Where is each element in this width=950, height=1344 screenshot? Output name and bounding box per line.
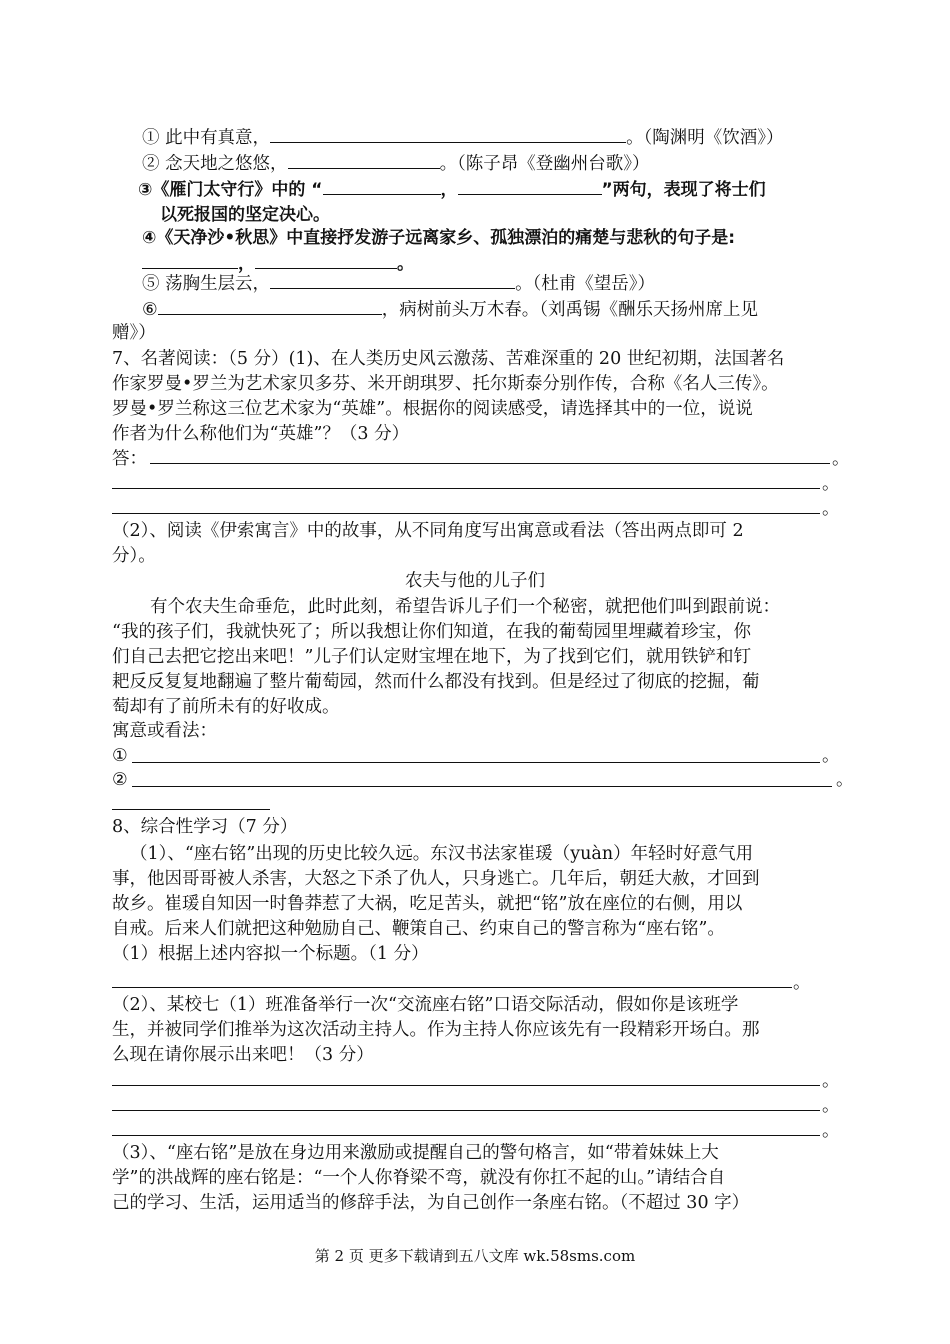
q6-line-2-source: 。（陈子昂《登幽州台歌》）: [439, 154, 650, 174]
answer-line[interactable]: [150, 463, 830, 464]
moral-2-num: ②: [112, 770, 128, 790]
q7-part2-line-1: （2）、阅读《伊索寓言》中的故事，从不同角度写出寓意或看法（答出两点即可 2: [112, 521, 744, 541]
answer-line[interactable]: [112, 1110, 820, 1111]
q8-part2-line-3: 么现在请你展示出来吧！（3 分）: [112, 1045, 374, 1065]
q6-line-4: ④《天净沙•秋思》中直接抒发游子远离家乡、孤独漂泊的痛楚与悲秋的句子是:: [142, 228, 736, 248]
answer-blank[interactable]: [270, 124, 626, 143]
answer-line[interactable]: [132, 762, 820, 763]
q8-part1-line-1: （1）、“座右铭”出现的历史比较久远。东汉书法家崔瑗（yuàn）年轻时好意气用: [130, 844, 754, 864]
q8-part1-line-2: 事，他因哥哥被人杀害，大怒之下杀了仇人，只身逃亡。几年后，朝廷大赦，才回到: [112, 869, 760, 889]
period: 。: [822, 1096, 840, 1116]
answer-line[interactable]: [112, 1135, 820, 1136]
q6-line-6-text: ，病树前头万木春。（刘禹锡《酬乐天扬州席上见: [381, 300, 758, 320]
story-line-1: 有个农夫生命垂危，此时此刻，希望告诉儿子们一个秘密，就把他们叫到跟前说：: [150, 597, 780, 617]
q8-part1-line-4: 自戒。后来人们就把这种勉励自己、鞭策自己、约束自己的警言称为“座右铭”。: [112, 919, 725, 939]
q8-part3-line-2: 学”的洪战辉的座右铭是：“一个人你脊梁不弯，就没有你扛不起的山。”请结合自: [112, 1168, 726, 1188]
q6-line-2: [142, 150, 650, 176]
q8-part2-line-2: 生，并被同学们推举为这次活动主持人。作为主持人你应该先有一段精彩开场白。那: [112, 1020, 760, 1040]
q6-line-1-text: ① 此中有真意，: [142, 128, 271, 148]
q6-line-5-source: 。（杜甫《望岳》）: [515, 274, 656, 294]
q7-line-4: 作者为什么称他们为“英雄”？（3 分）: [112, 424, 410, 444]
answer-line[interactable]: [112, 809, 270, 810]
answer-line[interactable]: [112, 987, 792, 988]
q6-line-1-source: 。（陶渊明《饮酒》）: [626, 128, 784, 148]
story-line-2: “我的孩子们，我就快死了；所以我想让你们知道，在我的葡萄园里埋藏着珍宝，你: [112, 622, 751, 642]
period: 。: [822, 499, 840, 519]
answer-blank[interactable]: [270, 270, 515, 289]
period: 。: [836, 770, 854, 790]
q8-sub1: （1）根据上述内容拟一个标题。（1 分）: [112, 944, 429, 964]
q6-line-6: [142, 296, 758, 322]
period: 。: [832, 449, 850, 469]
q6-line-3: [138, 176, 766, 202]
q6-line-5: [142, 270, 655, 296]
answer-blank[interactable]: [323, 176, 441, 195]
q6-line-6-num: ⑥: [142, 300, 158, 320]
answer-blank[interactable]: [158, 296, 382, 315]
period: 。: [397, 254, 414, 274]
comma: ，: [238, 254, 255, 274]
period: 。: [822, 1121, 840, 1141]
q7-line-2: 作家罗曼•罗兰为艺术家贝多芬、米开朗琪罗、托尔斯泰分别作传，合称《名人三传》。: [112, 374, 779, 394]
answer-line[interactable]: [112, 488, 820, 489]
period: 。: [793, 973, 811, 993]
q6-line-1: [142, 124, 784, 150]
q8-part2-line-1: （2）、某校七（1）班准备举行一次“交流座右铭”口语交际活动，假如你是该班学: [112, 995, 739, 1015]
q8-part1-line-3: 故乡。崔瑗自知因一时鲁莽惹了大祸，吃足苦头，就把“铭”放在座位的右侧，用以: [112, 894, 743, 914]
answer-blank[interactable]: [142, 250, 238, 269]
page-footer: 第 2 页 更多下载请到五八文库 wk.58sms.com: [314, 1247, 636, 1265]
q6-line-3b: 以死报国的坚定决心。: [160, 205, 330, 225]
answer-blank[interactable]: [288, 150, 440, 169]
answer-blank[interactable]: [255, 250, 397, 269]
q8-part3-line-1: （3）、“座右铭”是放在身边用来激励或提醒自己的警句格言，如“带着妹妹上大: [112, 1143, 719, 1163]
answer-line[interactable]: [132, 786, 832, 787]
answer-line[interactable]: [112, 1085, 820, 1086]
moral-label: 寓意或看法：: [112, 721, 217, 741]
story-line-3: 们自己去把它挖出来吧！”儿子们认定财宝埋在地下，为了找到它们，就用铁铲和钉: [112, 647, 751, 667]
period: 。: [822, 746, 840, 766]
q6-line-3-text: ③《雁门太守行》中的 “: [138, 180, 323, 200]
answer-blank[interactable]: [458, 176, 602, 195]
story-line-5: 萄却有了前所未有的好收成。: [112, 697, 340, 717]
period: 。: [822, 474, 840, 494]
q7-line-1: 7、名著阅读：（5 分）(1)、在人类历史风云激荡、苦难深重的 20 世纪初期，法国著名: [112, 349, 785, 369]
q8-heading: 8、综合性学习（7 分）: [112, 817, 298, 837]
q6-line-2-text: ② 念天地之悠悠，: [142, 154, 288, 174]
story-title: 农夫与他的儿子们: [405, 571, 545, 591]
q7-line-3: 罗曼•罗兰称这三位艺术家为“英雄”。根据你的阅读感受，请选择其中的一位，说说: [112, 399, 753, 419]
q6-line-5-text: ⑤ 荡胸生层云，: [142, 274, 271, 294]
answer-line[interactable]: [112, 513, 820, 514]
period: 。: [822, 1071, 840, 1091]
q6-line-6b: 赠》）: [112, 323, 156, 343]
q8-part3-line-3: 己的学习、生活，运用适当的修辞手法，为自己创作一条座右铭。（不超过 30 字）: [112, 1193, 750, 1213]
moral-1-num: ①: [112, 746, 128, 766]
q7-part2-line-2: 分）。: [112, 546, 156, 566]
answer-label: 答：: [112, 449, 147, 469]
q6-line-3-tail: ”两句，表现了将士们: [601, 180, 766, 200]
story-line-4: 耙反反复复地翻遍了整片葡萄园，然而什么都没有找到。但是经过了彻底的挖掘，葡: [112, 672, 760, 692]
comma: ，: [440, 180, 458, 200]
